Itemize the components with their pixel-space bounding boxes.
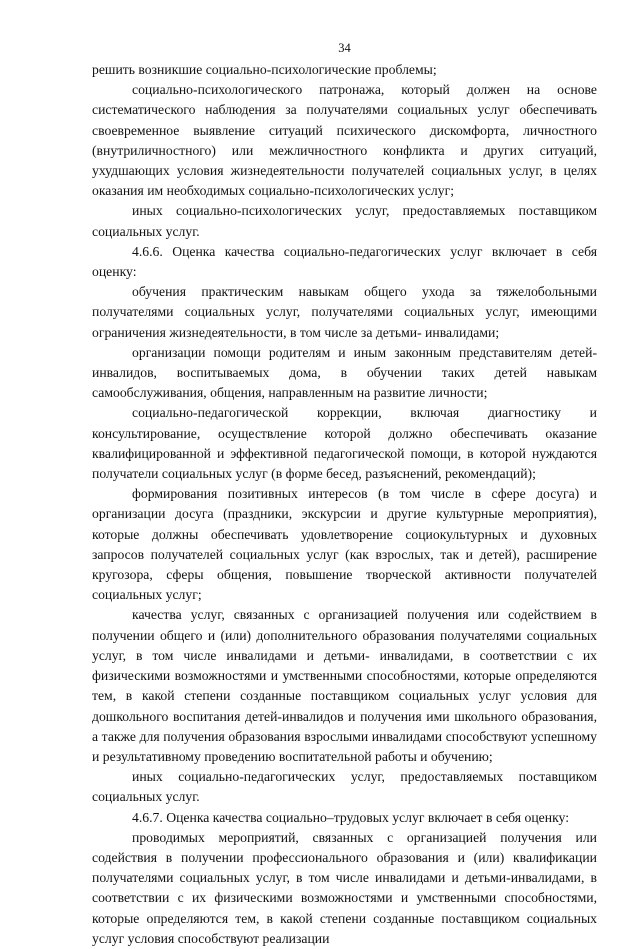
paragraph: решить возникшие социально-психологические проблемы; [92, 62, 437, 77]
paragraph: организации помощи родителям и иным законным представителям детей-инвалидов, воспитываемых дома, в обучении таких детей навыкам самообслуживания, общения, направленным на развитие личности; [92, 344, 597, 401]
paragraph: качества услуг, связанных с организацией получения или содействием в получении общего и (или) дополнительного образования получателями социальных услуг, в том числе инвалидами и детьми- инвалидами, в соответствии с их физическими возможностями и умственными способностями, которые определяются тем, в какой степени созданные поставщиком социальных услуг условия для дошкольного воспитания детей-инвалидов и получения ими школьного образования, а также для получения образования взрослыми инвалидами способствуют успешному и результативному проведению воспитательной работы и обучению; [92, 607, 597, 764]
paragraph: формирования позитивных интересов (в том числе в сфере досуга) и организации досуга (праздники, экскурсии и другие культурные мероприятия), которые должны обеспечивать удовлетворение социокультурных и духовных запросов получателей социальных услуг (как взрослых, так и детей), расширение кругозора, сферы общения, повышение творческой активности получателей социальных услуг; [92, 486, 597, 603]
paragraph: иных социально-психологических услуг, предоставляемых поставщиком социальных услуг. [92, 203, 597, 239]
paragraph: социально-психологического патронажа, который должен на основе систематического наблюдения за получателями социальных услуг обеспечивать своевременное выявление ситуаций психического дискомфорта, личностного (внутриличностного) или межличностного конфликта и других ситуаций, ухудшающих условия жизнедеятельности получателей социальных услуг, в целях оказания им необходимых социально-психологических услуг; [92, 82, 597, 199]
paragraph: 4.6.6. Оценка качества социально-педагогических услуг включает в себя оценку: [92, 243, 597, 280]
paragraph: социально-педагогической коррекции, включая диагностику и консультирование, осуществление которой должно обеспечивать оказание квалифицированной и эффективной педагогической помощи, в которой нуждаются получатели социальных услуг (в форме бесед, разъяснений, рекомендаций); [92, 405, 597, 482]
paragraph: 4.6.7. Оценка качества социально–трудовых услуг включает в себя оценку: [132, 809, 569, 825]
page-number: 34 [338, 41, 351, 55]
paragraph: иных социально-педагогических услуг, предоставляемых поставщиком социальных услуг. [92, 769, 597, 805]
paragraph: обучения практическим навыкам общего ухода за тяжелобольными получателями социальных услуг, получателями социальных услуг, имеющими ограничения жизнедеятельности, в том числе за детьми- инвалидами; [92, 284, 597, 340]
document-body [92, 60, 597, 949]
paragraph: проводимых мероприятий, связанных с организацией получения или содействия в получении профессионального образования и (или) квалификации получателями социальных услуг, в том числе инвалидами и детьми-инвалидами, в соответствии с их физическими возможностями и умственными способностями, которые определяются тем, в какой степени созданные поставщиком социальных услуг условия способствуют реализации [92, 829, 597, 946]
